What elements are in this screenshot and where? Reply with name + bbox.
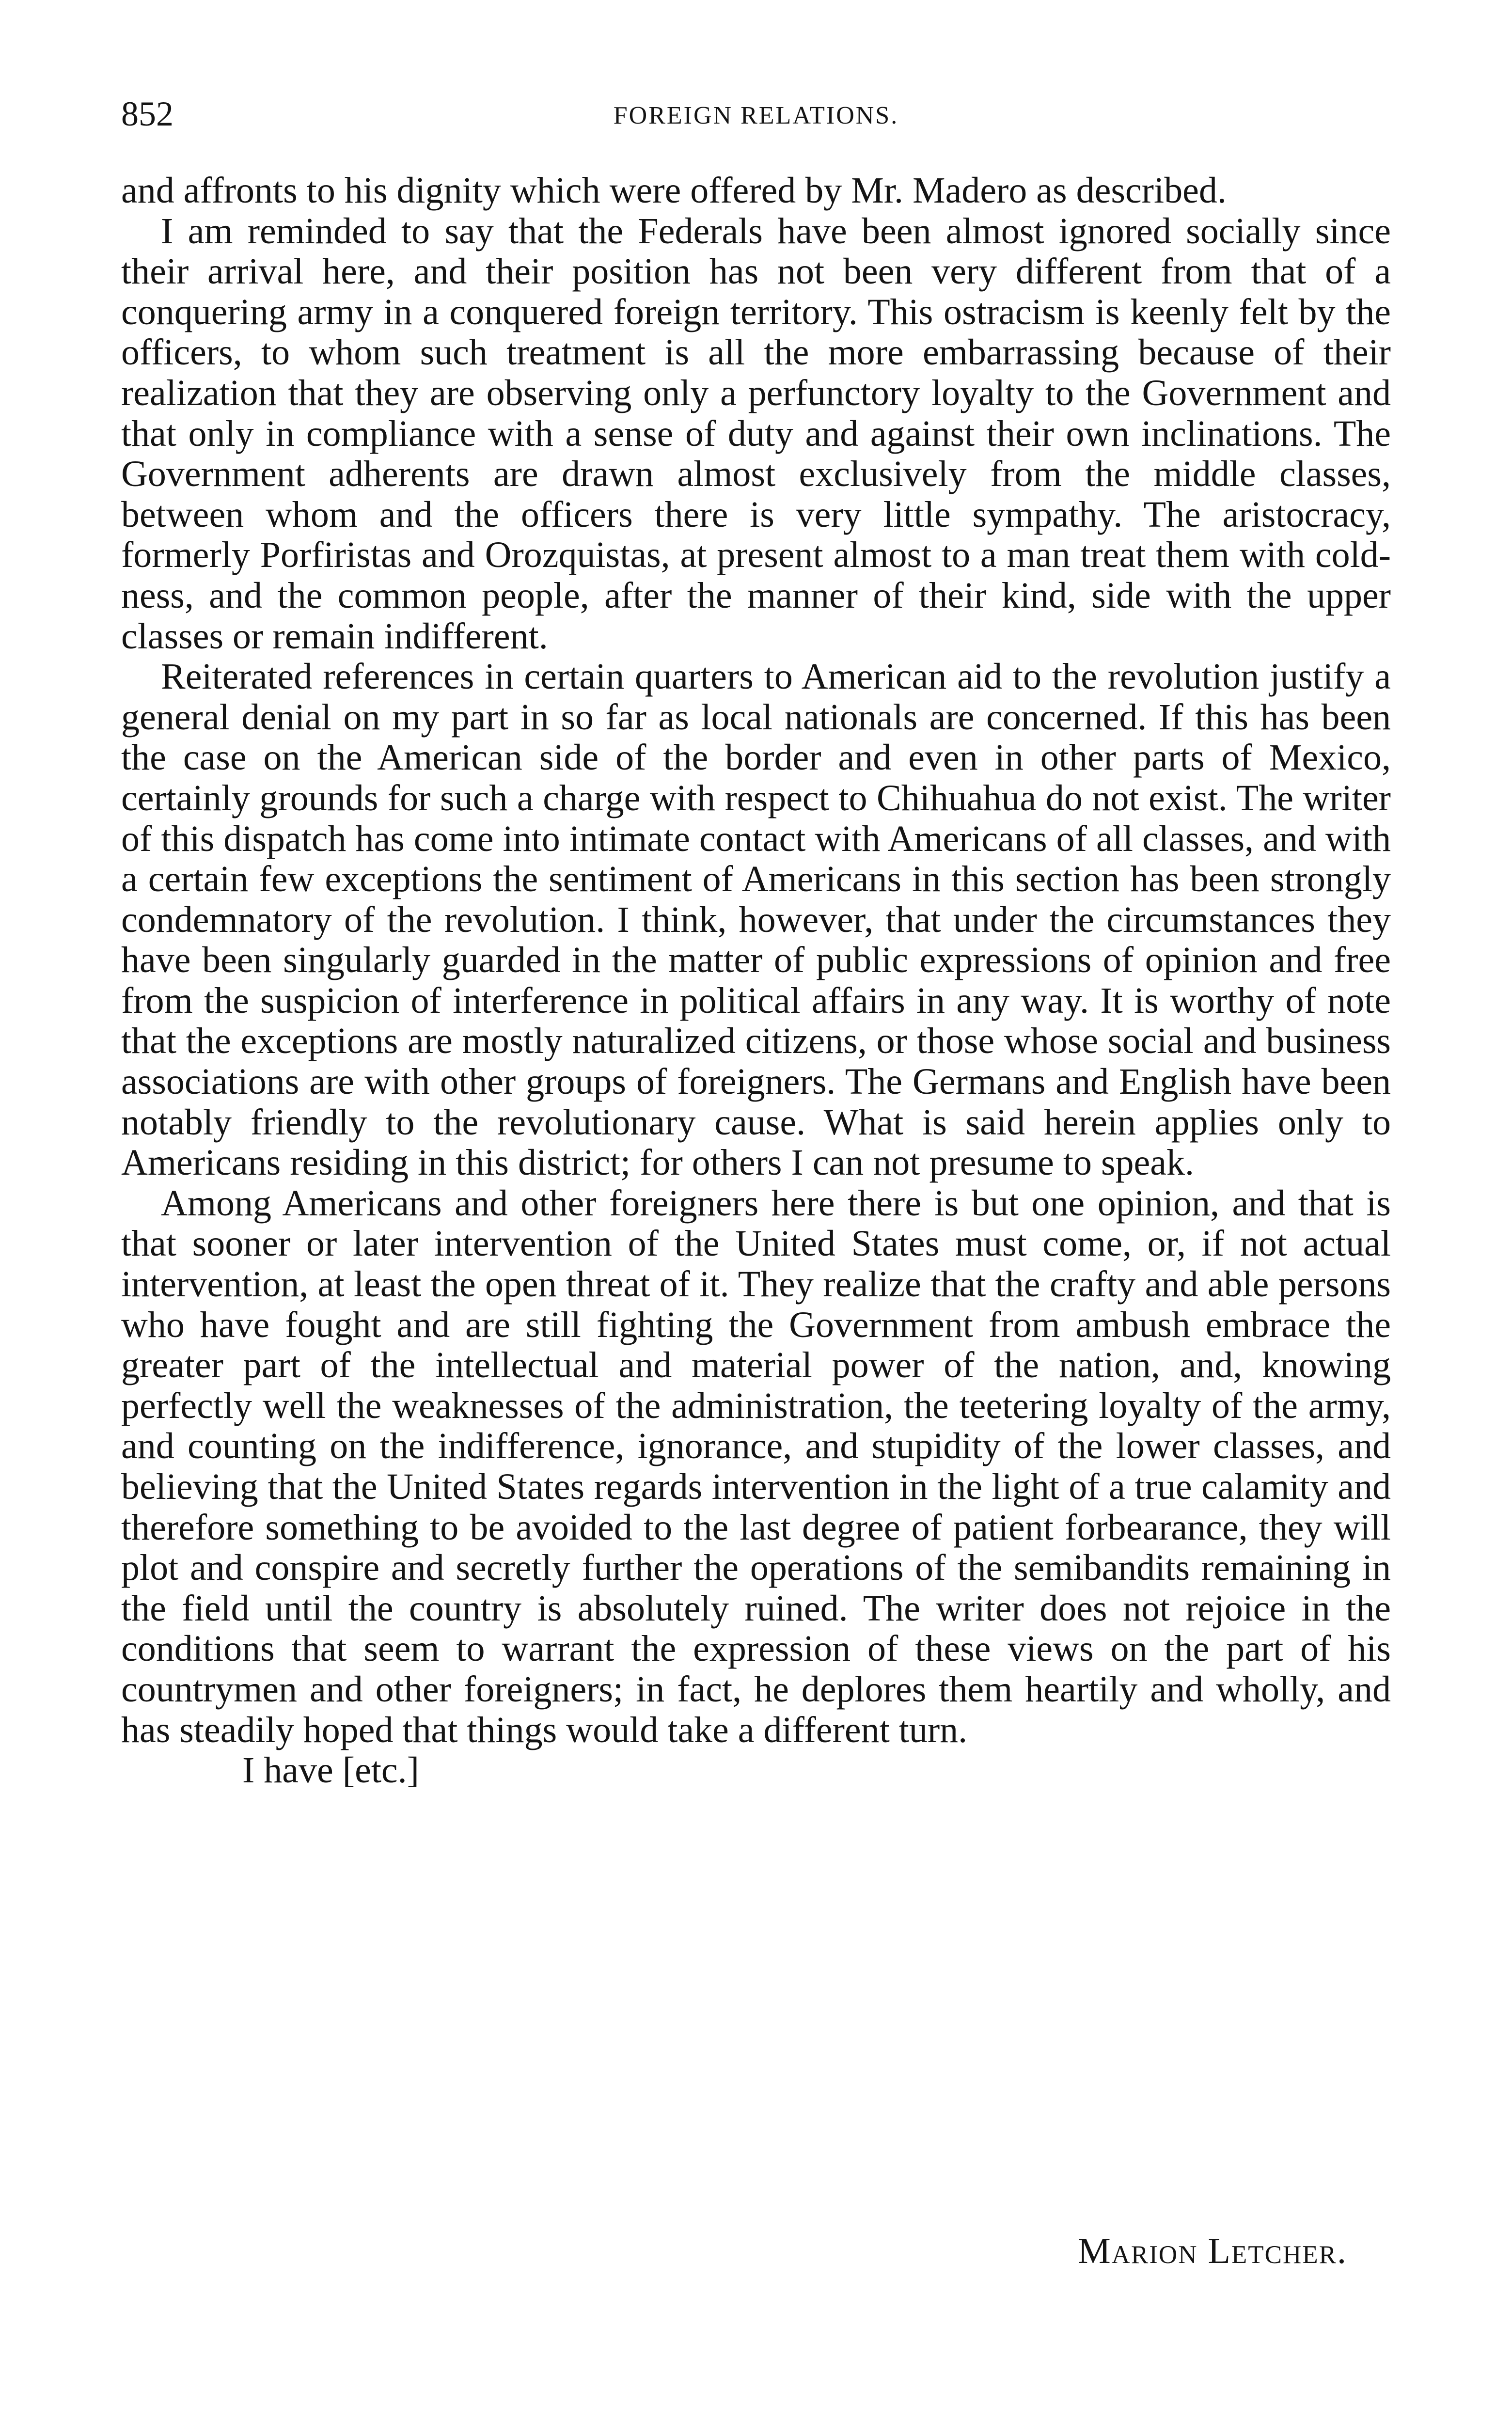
paragraph-federals-ostracism: I am reminded to say that the Federals have been almost ignored socially since their arrival here, and their position has not been very different from that of a conquering army in a conquered foreign territory. This ostracism is keenly felt by the officers, to whom such treatment is all the more embarrassing because of their realization that they are observing only a perfunctory loyalty to the Government and that only in compliance with a sense of duty and against their own inclinations. The Government adherents are drawn almost exclusively from the middle classes, between whom and the officers there is very little sympathy. The aristocracy, formerly Porfiristas and Orozquistas, at present almost to a man treat them with coldness, and the common people, after the manner of their kind, side with the upper classes or remain indifferent.	[121, 210, 1391, 657]
signature: Marion Letcher.	[1078, 2231, 1347, 2271]
page-number: 852	[121, 94, 173, 133]
closing-line: I have [etc.]	[242, 1750, 419, 1791]
paragraph-intervention-opinion: Among Americans and other foreigners here there is but one opinion, and that is that sooner or later intervention of the United States must come, or, if not actual intervention, at least the open threat of it. They realize that the crafty and able persons who have fought and are still fighting the Government from ambush embrace the greater part of the intellectual and material power of the nation, and, knowing perfectly well the weaknesses of the administration, the teetering loyalty of the army, and counting on the indifference, ignorance, and stupidity of the lower classes, and believing that the United States regards intervention in the light of a true calamity and therefore something to be avoided to the last degree of patient forbearance, they will plot and conspire and secretly further the operations of the semibandits remaining in the field until the country is absolutely ruined. The writer does not rejoice in the conditions that seem to warrant the expression of these views on the part of his countrymen and other foreigners; in fact, he deplores them heartily and wholly, and has steadily hoped that things would take a different turn.	[121, 1182, 1391, 1750]
running-title: FOREIGN RELATIONS.	[613, 102, 899, 129]
paragraph-american-aid: Reiterated references in certain quarters to American aid to the revolution justify a general denial on my part in so far as local nationals are concerned. If this has been the case on the American side of the border and even in other parts of Mexico, certainly grounds for such a charge with respect to Chihuahua do not exist. The writer of this dispatch has come into intimate contact with Americans of all classes, and with a certain few exceptions the sentiment of Americans in this section has been strongly condemnatory of the revolution. I think, however, that under the circumstances they have been singularly guarded in the matter of public expressions of opinion and free from the suspicion of interference in political affairs in any way. It is worthy of note that the exceptions are mostly naturalized citizens, or those whose social and business associations are with other groups of foreigners. The Germans and English have been notably friendly to the revolutionary cause. What is said herein applies only to Americans residing in this district; for others I can not presume to speak.	[121, 656, 1391, 1183]
running-header	[121, 92, 1391, 145]
body-text	[121, 171, 1391, 1791]
paragraph-continuation: and affronts to his dignity which were offered by Mr. Madero as described.	[121, 170, 1227, 211]
